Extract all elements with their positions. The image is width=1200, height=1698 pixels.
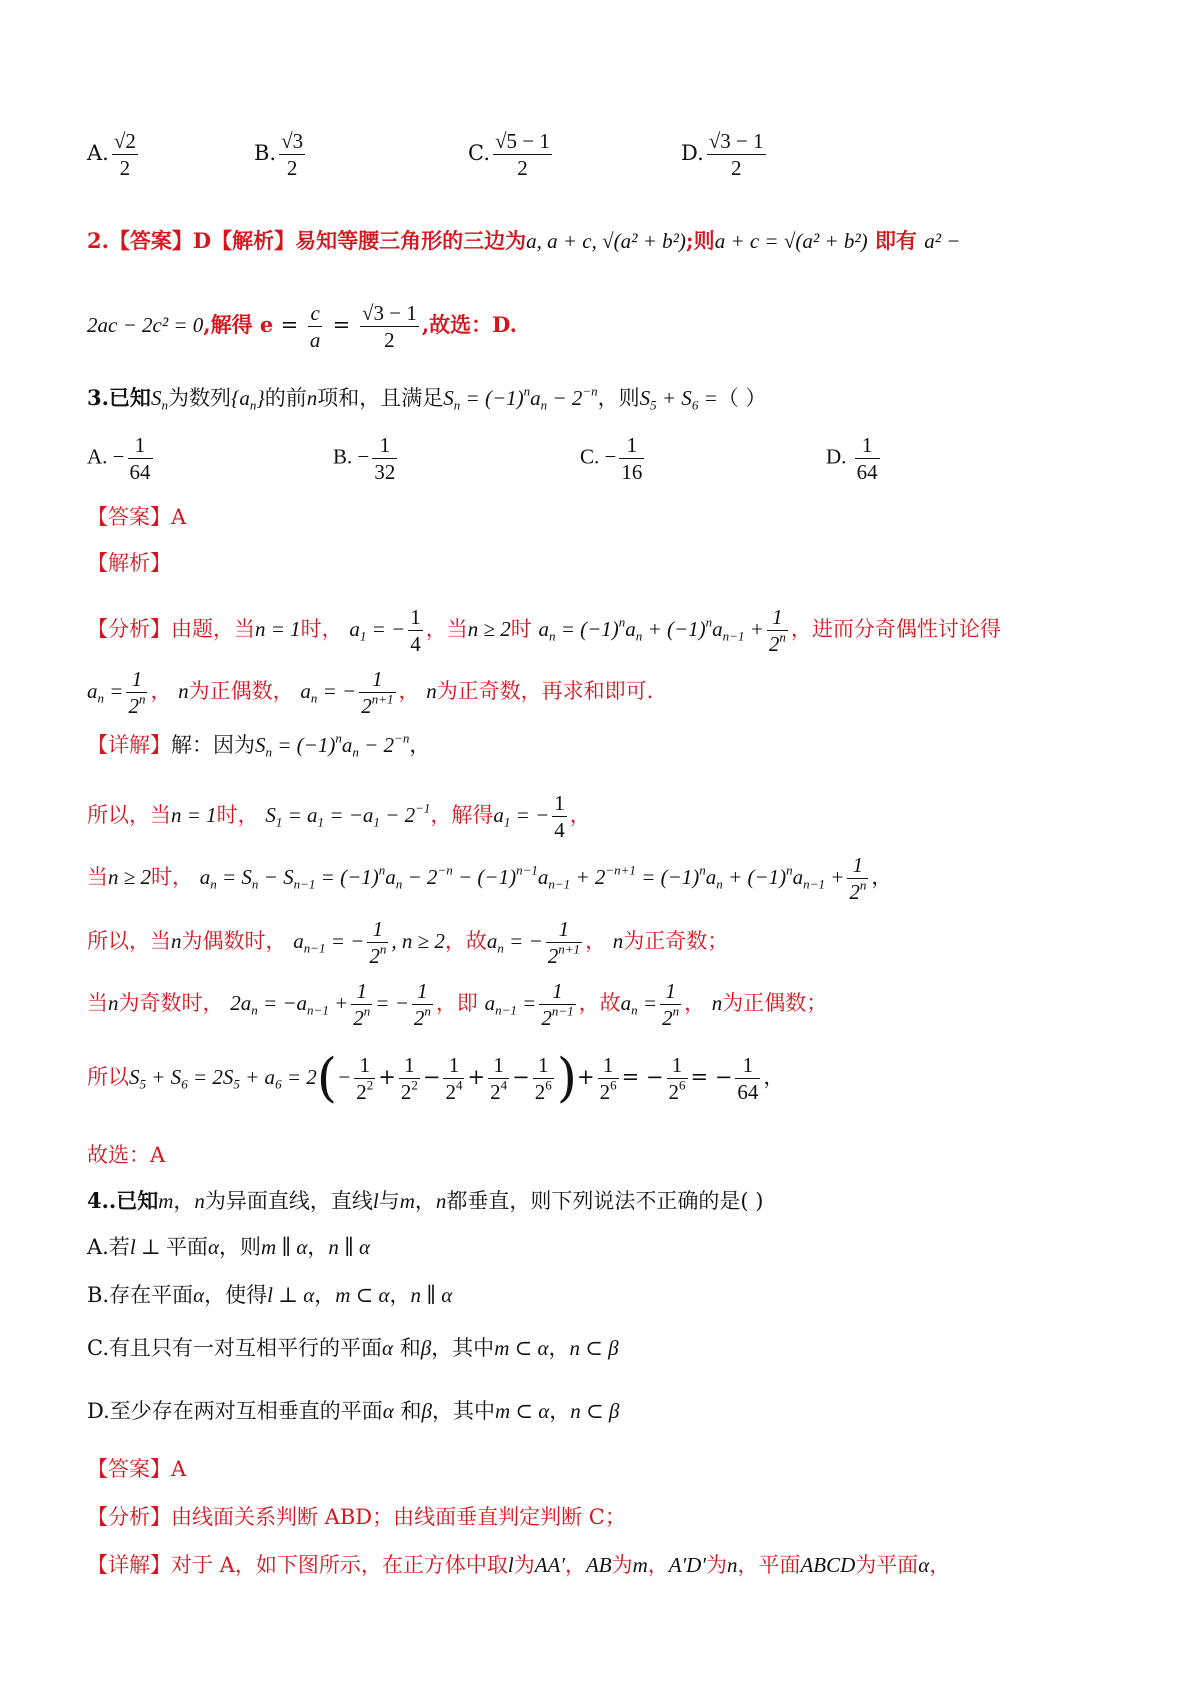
q3-option-a: A. − $\frac{1}{64}$ bbox=[87, 433, 151, 484]
q4-option-a: A.若l ⊥ 平面α，则m ∥ α，n ∥ α bbox=[87, 1235, 371, 1259]
q1-option-c: C. $\frac{√5 - 1}{2}$ bbox=[468, 129, 550, 180]
q3-detail-line4: 当n为奇数时， $2a_n = -a_{n-1}$ + $\frac{1}{2^n}$ = − $\frac{1}{2^n}$ ，即 $a_{n-1}$ = $\frac{1}{2^{n-1}}$ ，故$a_n$ = $\frac{1}{2^n}$ ， n为正偶数； bbox=[87, 979, 828, 1030]
q1-option-b: B. $\frac{√3}{2}$ bbox=[254, 129, 304, 180]
q4-answer: 【答案】A bbox=[87, 1457, 187, 1481]
q4-option-d: D.至少存在两对互相垂直的平面α 和β，其中m ⊂ α，n ⊂ β bbox=[87, 1399, 620, 1423]
q1-option-d: D. $\frac{√3 - 1}{2}$ bbox=[681, 129, 764, 180]
q1-option-a: A. $\frac{√2}{2}$ bbox=[87, 129, 136, 180]
q4-fenxi: 【分析】由线面关系判断 ABD；由线面垂直判定判断 C； bbox=[87, 1505, 626, 1529]
q3-option-b: B. − $\frac{1}{32}$ bbox=[333, 433, 396, 484]
q2-answer-line2: 2ac − 2c² = 0,解得 e = $\frac{c}{a}$ = $\frac{√3 - 1}{2}$ ,故选：D. bbox=[87, 301, 517, 352]
q3-detail-line5: 所以$S_5 + S_6 = 2S_5 + a_6 = 2(-$ $\frac{1}{2^2}$ + $\frac{1}{2^2}$ − $\frac{1}{2^4}$ + $\frac{1}{2^4}$ − $\frac{1}{2^6}$ )+ $\frac{1}{2^6}$ = − $\frac{1}{2^6}$ = − $\frac{1}{64}$ ， bbox=[87, 1048, 785, 1109]
q2-answer-line1: 2.【答案】D【解析】易知等腰三角形的三边为a, a + c, √(a² + b²);则a + c = √(a² + b²) 即有 a² − bbox=[87, 228, 961, 253]
q3-detail-line0: 【详解】解：因为$S_n = (-1)^na_n - 2^{-n}$， bbox=[87, 730, 431, 760]
q4-detail: 【详解】对于 A，如下图所示，在正方体中取l为AA′，AB为m，A′D′为n，平面ABCD为平面α， bbox=[87, 1553, 951, 1577]
q3-detail-line1: 所以，当n = 1时， $S_1 = a_1 = -a_1 - 2^{-1}$，解得$a_1$ = − $\frac{1}{4}$ ， bbox=[87, 791, 591, 842]
q4-stem: 4..已知m，n为异面直线，直线l与m，n都垂直，则下列说法不正确的是( ) bbox=[87, 1188, 764, 1213]
q3-analysis-heading: 【解析】 bbox=[87, 551, 171, 575]
q3-stem: 3.已知$S_n$为数列$\{a_n\}$的前n项和，且满足$S_n = (-1)^na_n - 2^{-n}$，则$S_5 + S_6$ =（ ） bbox=[87, 383, 767, 413]
q3-choose: 故选：A bbox=[87, 1143, 166, 1167]
q4-option-b: B.存在平面α，使得l ⊥ α，m ⊂ α，n ∥ α bbox=[87, 1283, 453, 1307]
q3-detail-line2: 当n ≥ 2时， $a_n = S_n - S_{n-1} = (-1)^na_n - 2^{-n} - (-1)^{n-1}a_{n-1} + 2^{-n+1} = (-1)^na_n + (-1)^na_{n-1}$ + $\frac{1}{2^n}$ ， bbox=[87, 853, 893, 904]
q4-option-c: C.有且只有一对互相平行的平面α 和β，其中m ⊂ α，n ⊂ β bbox=[87, 1336, 619, 1360]
q3-option-c: C. − $\frac{1}{16}$ bbox=[580, 433, 643, 484]
q3-fenxi-line2: $a_n$ = $\frac{1}{2^n}$ ， n为正偶数， $a_n$ = − $\frac{1}{2^{n+1}}$ ， n为正奇数，再求和即可. bbox=[87, 667, 654, 718]
q3-answer: 【答案】A bbox=[87, 505, 187, 529]
q3-fenxi-line1: 【分析】由题，当n = 1时， $a_1$ = − $\frac{1}{4}$ ，当n ≥ 2时 $a_n = (-1)^na_n + (-1)^na_{n-1}$ + $\frac{1}{2^n}$ ，进而分奇偶性讨论得 bbox=[87, 605, 1001, 656]
q3-option-d: D. $\frac{1}{64}$ bbox=[826, 433, 878, 484]
q3-detail-line3: 所以，当n为偶数时， $a_{n-1}$ = − $\frac{1}{2^n}$ , n ≥ 2，故$a_n$ = − $\frac{1}{2^{n+1}}$ ， n为正奇数； bbox=[87, 917, 729, 968]
